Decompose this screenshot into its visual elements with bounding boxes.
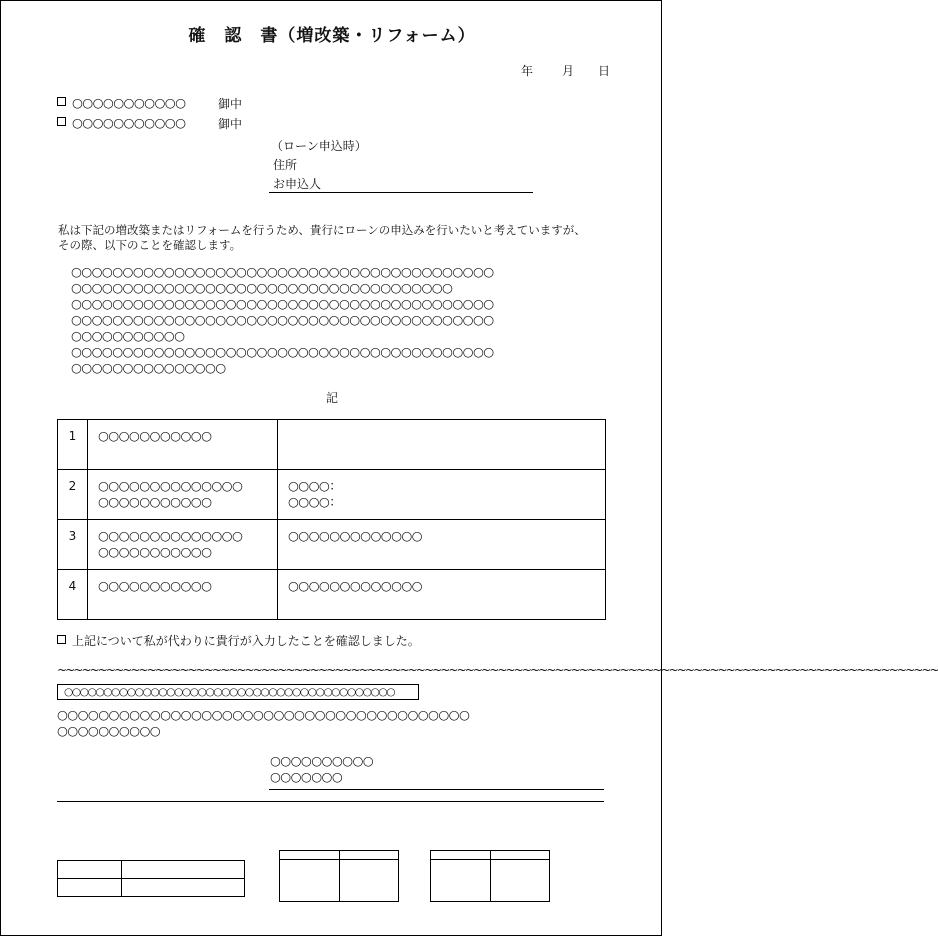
item-description-line: ○○○○○○○○○○○○○○ <box>98 528 243 543</box>
confirmation-checkbox[interactable] <box>57 635 66 644</box>
item-description-line: ○○○○○○○○○○○ <box>98 494 212 509</box>
stamp-header-cell <box>280 851 340 860</box>
boxed-notice: ○○○○○○○○○○○○○○○○○○○○○○○○○○○○○○○○○○○○○○○○○○ <box>57 684 419 700</box>
office-use-cell[interactable] <box>122 861 245 879</box>
stamp-table-1 <box>279 850 399 902</box>
stamp-header-cell <box>340 851 399 860</box>
office-use-cell[interactable] <box>58 861 122 879</box>
addressee-checkbox[interactable] <box>57 97 66 106</box>
office-use-cell[interactable] <box>58 879 122 897</box>
signature-line-text: ○○○○○○○○○○ <box>270 753 374 768</box>
document-title: 確 認 書（増改築・リフォーム） <box>188 26 476 46</box>
item-description-line: ○○○○○○○○○○○○○○ <box>98 478 243 493</box>
date-year-label: 年 <box>521 64 534 78</box>
date-day-label: 日 <box>598 64 611 78</box>
item-detail-line: ○○○○： <box>288 494 342 509</box>
body-paragraph-1 <box>71 264 494 296</box>
item-number: 2 <box>58 470 88 520</box>
signature-underline <box>269 789 604 790</box>
table-row <box>58 570 606 620</box>
item-description-line: ○○○○○○○○○○○ <box>98 578 212 593</box>
stamp-cell[interactable] <box>280 860 340 902</box>
paragraph-line: ○○○○○○○○○○○○○○○○○○○○○○○○○○○○○○○○○○○○○○○○ <box>57 707 470 722</box>
office-use-cell[interactable] <box>122 879 245 897</box>
paragraph-line: ○○○○○○○○○○○○○○○ <box>71 360 226 375</box>
paragraph-line: ○○○○○○○○○○○ <box>71 328 185 343</box>
item-number: 4 <box>58 570 88 620</box>
body-paragraph-2 <box>71 296 494 344</box>
item-description <box>88 470 278 520</box>
paragraph-line: ○○○○○○○○○○○○○○○○○○○○○○○○○○○○○○○○○○○○○○○○○ <box>71 296 494 311</box>
item-description <box>88 520 278 570</box>
addressee-suffix: 御中 <box>218 117 243 131</box>
table-row <box>58 420 606 470</box>
cut-line: ~~~~~~~~~~~~~~~~~~~~~~~~~~~~~~~~~~~~~~~~~~~~~~~~~~~~~~~~~~~~~~~~~~~~~~~~~~~~~~~~~~~~~~~~~~~~~~~~~~~~~~~~~~~~ <box>57 663 938 677</box>
proxy-input-confirmation[interactable] <box>57 632 420 649</box>
signature-block <box>270 753 373 785</box>
loan-application-note: （ローン申込時） <box>271 139 367 153</box>
items-table <box>57 419 606 620</box>
item-detail-line: ○○○○○○○○○○○○○ <box>288 528 422 543</box>
addressee-suffix: 御中 <box>218 97 243 111</box>
table-row <box>58 470 606 520</box>
section-divider <box>57 801 604 802</box>
stamp-header-cell <box>491 851 550 860</box>
item-detail[interactable] <box>278 420 606 470</box>
addressee-name: ○○○○○○○○○○○ <box>72 115 186 130</box>
stamp-cell[interactable] <box>431 860 491 902</box>
stamp-cell[interactable] <box>491 860 550 902</box>
stamp-cell[interactable] <box>340 860 399 902</box>
item-detail[interactable] <box>278 520 606 570</box>
office-use-table-1 <box>57 860 245 897</box>
item-detail-line: ○○○○○○○○○○○○○ <box>288 578 422 593</box>
item-description-line: ○○○○○○○○○○○ <box>98 428 212 443</box>
item-detail[interactable] <box>278 570 606 620</box>
stamp-table-2 <box>430 850 550 902</box>
item-number: 3 <box>58 520 88 570</box>
paragraph-line: ○○○○○○○○○○○○○○○○○○○○○○○○○○○○○○○○○○○○○○○○○ <box>71 344 494 359</box>
intro-line: 私は下記の増改築またはリフォームを行うため、貴行にローンの申込みを行いたいと考えていますが、 <box>58 223 586 237</box>
item-description <box>88 570 278 620</box>
bottom-paragraph <box>57 707 469 739</box>
stamp-header-cell <box>431 851 491 860</box>
item-description <box>88 420 278 470</box>
addressee-row[interactable] <box>57 95 185 111</box>
paragraph-line: ○○○○○○○○○○○○○○○○○○○○○○○○○○○○○○○○○○○○○ <box>71 280 453 295</box>
item-number: 1 <box>58 420 88 470</box>
intro-line: その際、以下のことを確認します。 <box>58 238 242 252</box>
applicant-signature-line <box>269 192 533 193</box>
paragraph-line: ○○○○○○○○○○○○○○○○○○○○○○○○○○○○○○○○○○○○○○○○○ <box>71 264 494 279</box>
intro-text <box>58 223 586 253</box>
paragraph-line: ○○○○○○○○○○○○○○○○○○○○○○○○○○○○○○○○○○○○○○○○○ <box>71 312 494 327</box>
signature-line-text: ○○○○○○○ <box>270 769 343 784</box>
table-row <box>58 520 606 570</box>
applicant-name-label: お申込人 <box>273 177 322 191</box>
address-label: 住所 <box>273 158 298 172</box>
item-detail-line: ○○○○： <box>288 478 342 493</box>
addressee-name: ○○○○○○○○○○○ <box>72 95 186 110</box>
addressee-row[interactable] <box>57 115 185 131</box>
addressee-checkbox[interactable] <box>57 117 66 126</box>
ki-heading: 記 <box>325 391 338 405</box>
confirmation-text: 上記について私が代わりに貴行が入力したことを確認しました。 <box>72 634 420 648</box>
body-paragraph-3 <box>71 344 494 376</box>
item-detail[interactable] <box>278 470 606 520</box>
item-description-line: ○○○○○○○○○○○ <box>98 544 212 559</box>
date-month-label: 月 <box>562 64 575 78</box>
paragraph-line: ○○○○○○○○○○ <box>57 723 161 738</box>
